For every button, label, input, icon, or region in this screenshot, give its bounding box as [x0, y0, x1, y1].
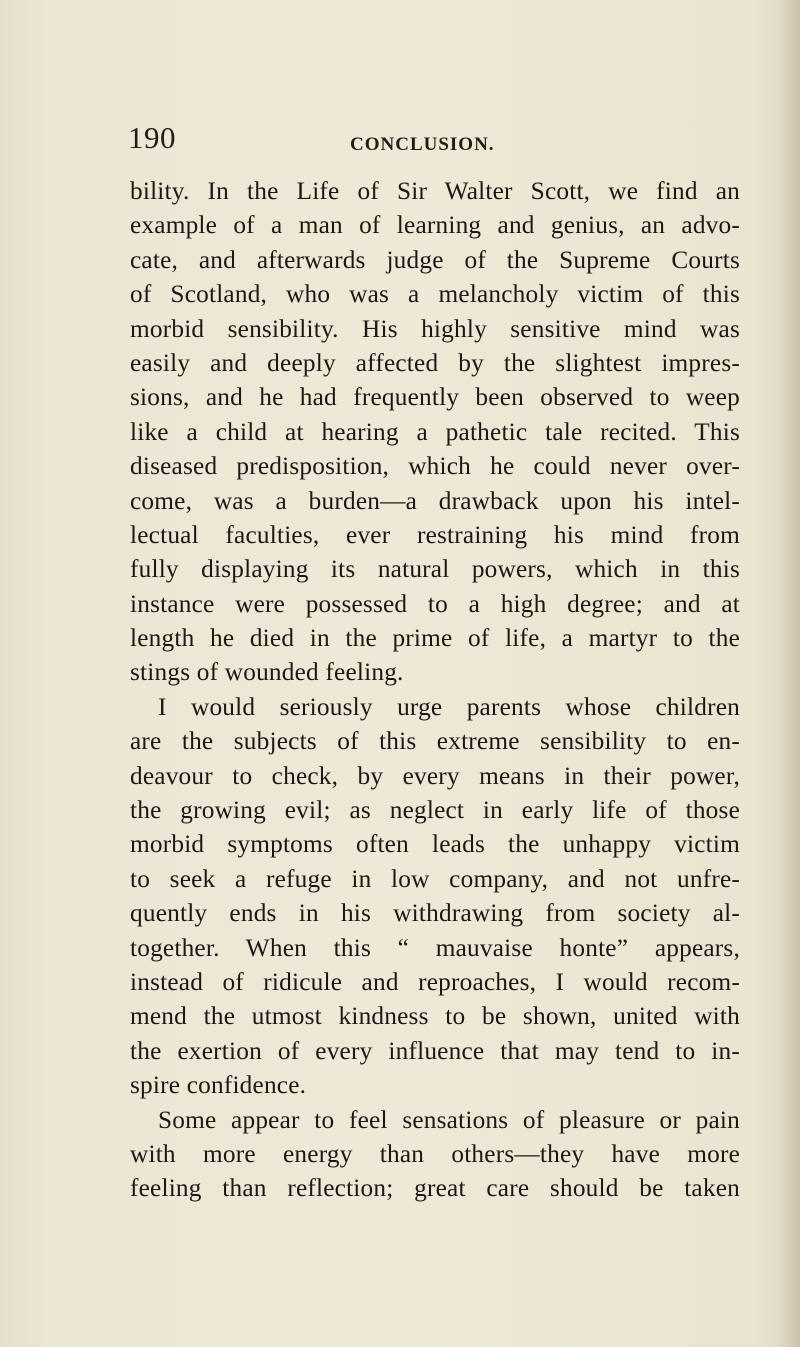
text-line: length he died in the prime of life, a martyr to the	[130, 624, 740, 653]
text-line: bility. In the Life of Sir Walter Scott, we find an	[130, 177, 740, 205]
text-line: morbid symptoms often leads the unhappy victim	[130, 830, 740, 859]
running-title: CONCLUSION.	[350, 134, 495, 155]
text-line: quently ends in his withdrawing from society al-	[130, 899, 740, 928]
page-number: 190	[128, 120, 176, 155]
text-line: morbid sensibility. His highly sensitive mind was	[130, 314, 740, 343]
text-line: easily and deeply affected by the slightest impres-	[130, 348, 740, 377]
text-line: cate, and afterwards judge of the Supreme Courts	[130, 245, 740, 274]
text-line: together. When this “ mauvaise honte” appears,	[130, 933, 740, 962]
text-line: instance were possessed to a high degree; and at	[130, 589, 740, 618]
text-line: feeling than reflection; great care should be taken	[130, 1174, 740, 1203]
text-line: fully displaying its natural powers, which in this	[130, 555, 740, 584]
text-line: lectual faculties, ever restraining his mind from	[130, 520, 740, 549]
running-head	[0, 120, 800, 160]
text-line: the growing evil; as neglect in early life of those	[130, 796, 740, 825]
text-line: sions, and he had frequently been observed to weep	[130, 383, 740, 412]
text-line: diseased predisposition, which he could never over-	[130, 452, 740, 481]
text-line: are the subjects of this extreme sensibility to en-	[130, 727, 740, 756]
text-line: example of a man of learning and genius, an advo-	[130, 211, 740, 240]
text-line: deavour to check, by every means in their power,	[130, 761, 740, 790]
page-edge-shadow	[778, 0, 800, 1347]
text-line-paragraph-end: spire confidence.	[130, 1071, 307, 1100]
text-line: the exertion of every influence that may tend to in-	[130, 1036, 740, 1065]
text-line: instead of ridicule and reproaches, I would recom-	[130, 967, 740, 996]
text-line: to seek a refuge in low company, and not unfre-	[130, 864, 740, 893]
text-line-paragraph-start: Some appear to feel sensations of pleasure or pain	[158, 1105, 740, 1134]
text-line: of Scotland, who was a melancholy victim of this	[130, 280, 740, 309]
text-line: mend the utmost kindness to be shown, united with	[130, 1002, 740, 1031]
text-line: come, was a burden—a drawback upon his intel-	[130, 486, 740, 515]
text-line: with more energy than others—they have more	[130, 1139, 740, 1168]
text-line: like a child at hearing a pathetic tale recited. This	[130, 417, 740, 446]
text-line-paragraph-end: stings of wounded feeling.	[130, 658, 404, 687]
body-text	[130, 174, 740, 1206]
text-line-paragraph-start: I would seriously urge parents whose children	[158, 692, 740, 721]
